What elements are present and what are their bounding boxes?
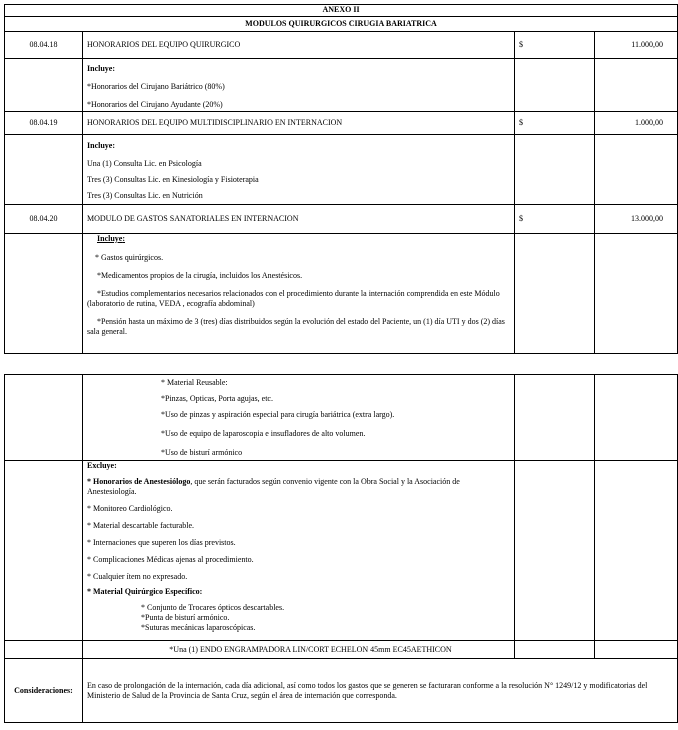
table-row <box>5 135 678 205</box>
list-item: *Uso de equipo de laparoscopia e insufladores de alto volumen. <box>161 429 366 438</box>
includes-cell <box>83 135 515 205</box>
code-cell: 08.04.18 <box>5 32 83 59</box>
continuation-table <box>4 374 678 723</box>
list-item: *Suturas mecánicas laparoscópicas. <box>141 623 256 632</box>
list-item: Una (1) Consulta Lic. en Psicología <box>87 159 202 168</box>
list-item: *Pinzas, Opticas, Porta agujas, etc. <box>161 394 273 403</box>
list-item: * Conjunto de Trocares ópticos descartables. <box>141 603 285 612</box>
currency-cell: $ <box>515 112 595 135</box>
list-item: *Pensión hasta un máximo de 3 (tres) días distribuidos según la evolución del estado del Paciente, un (1) día UTI y dos (2) días sala general. <box>87 317 505 336</box>
amount-cell: 13.000,00 <box>595 205 678 234</box>
table-row <box>5 641 678 659</box>
includes-cell <box>83 234 515 354</box>
list-item: * Complicaciones Médicas ajenas al procedimiento. <box>87 555 254 564</box>
table-row <box>5 32 678 59</box>
table-row <box>5 59 678 112</box>
list-item: Tres (3) Consultas Lic. en Kinesiología y Fisioterapia <box>87 175 259 184</box>
includes-label: Incluye: <box>87 141 116 150</box>
table-row <box>5 112 678 135</box>
amount-cell: 1.000,00 <box>595 112 678 135</box>
code-cell: 08.04.19 <box>5 112 83 135</box>
list-item: * Internaciones que superen los días previstos. <box>87 538 236 547</box>
excluye-label: Excluye: <box>87 461 117 470</box>
considerations-label: Consideraciones: <box>5 659 83 723</box>
code-cell: 08.04.20 <box>5 205 83 234</box>
material-reusable-label: * Material Reusable: <box>161 378 228 387</box>
list-item: *Uso de pinzas y aspiración especial para cirugía bariátrica (extra largo). <box>161 410 395 419</box>
table-row <box>5 375 678 461</box>
list-item: * Monitoreo Cardiológico. <box>87 504 173 513</box>
currency-cell: $ <box>515 205 595 234</box>
currency-cell: $ <box>515 32 595 59</box>
table-row <box>5 234 678 354</box>
description-cell: HONORARIOS DEL EQUIPO QUIRURGICO <box>83 32 515 59</box>
annex-title: ANEXO II <box>5 5 678 17</box>
list-item: *Honorarios del Cirujano Ayudante (20%) <box>87 100 223 109</box>
table-row <box>5 205 678 234</box>
table-title: MODULOS QUIRURGICOS CIRUGIA BARIATRICA <box>5 17 678 32</box>
table-row <box>5 461 678 641</box>
list-item: * Honorarios de Anestesiólogo, que serán facturados según convenio vigente con la Obra Social y la Asociación de Anestesiología. <box>87 477 460 496</box>
reusable-cell <box>83 375 515 461</box>
bariatric-modules-table <box>4 4 678 354</box>
list-item: * Cualquier ítem no expresado. <box>87 572 188 581</box>
list-item: *Punta de bisturí armónico. <box>141 613 230 622</box>
description-cell: MODULO DE GASTOS SANATORIALES EN INTERNACION <box>83 205 515 234</box>
includes-label: Incluye: <box>87 64 116 73</box>
includes-cell <box>83 59 515 112</box>
amount-cell: 11.000,00 <box>595 32 678 59</box>
list-item: * Material descartable facturable. <box>87 521 195 530</box>
list-item: * Gastos quirúrgicos. <box>95 253 164 262</box>
endo-cell: *Una (1) ENDO ENGRAMPADORA LIN/CORT ECHELON 45mm EC45AETHICON <box>83 641 515 659</box>
considerations-text: En caso de prolongación de la internación, cada día adicional, así como todos los gastos que se generen se facturaran conforme a la resolución N° 1249/12 y modificatorias del Ministerio de Salud de la Provincia de Santa Cruz, según el área de internación que corresponda. <box>83 659 678 723</box>
list-item: *Estudios complementarios necesarios relacionados con el procedimiento durante la internación comprendida en este Módulo (laboratorio de rutina, VEDA , ecografía abdominal) <box>87 289 500 308</box>
excluye-cell <box>83 461 515 641</box>
includes-label: Incluye: <box>97 234 126 243</box>
list-item: *Medicamentos propios de la cirugía, incluidos los Anestésicos. <box>97 271 303 280</box>
list-item: Tres (3) Consultas Lic. en Nutrición <box>87 191 203 200</box>
list-item: *Honorarios del Cirujano Bariátrico (80%) <box>87 82 225 91</box>
table-row <box>5 659 678 723</box>
list-item: *Uso de bisturí armónico <box>161 448 243 457</box>
material-especifico-label: * Material Quirúrgico Específico: <box>87 587 203 596</box>
description-cell: HONORARIOS DEL EQUIPO MULTIDISCIPLINARIO EN INTERNACION <box>83 112 515 135</box>
